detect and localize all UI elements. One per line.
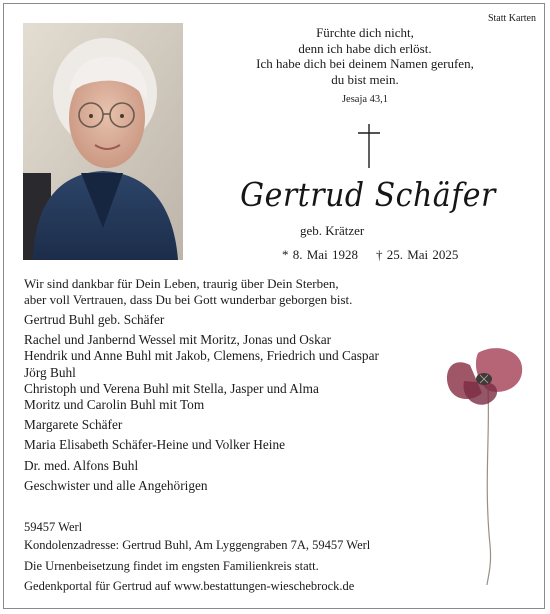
portrait-illustration: [23, 23, 183, 260]
thanks-line: Wir sind dankbar für Dein Leben, traurig über Dein Sterben,: [24, 276, 339, 291]
thanks-line: aber voll Vertrauen, dass Du bei Gott wunderbar geborgen bist.: [24, 292, 353, 307]
condolence-address: Kondolenzadresse: Gertrud Buhl, Am Lyggengraben 7A, 59457 Werl: [24, 538, 371, 552]
cross-icon: [356, 124, 382, 168]
mourner-entry: Margarete Schäfer: [24, 417, 123, 433]
bible-verse: [230, 25, 500, 108]
notice-footer: [24, 518, 370, 595]
mourner-entry: Maria Elisabeth Schäfer-Heine und Volker Heine: [24, 437, 286, 453]
burial-note: Die Urnenbeisetzung findet im engsten Familienkreis statt.: [24, 559, 319, 573]
deceased-name: Gertrud Schäfer: [240, 176, 496, 215]
memorial-portal: Gedenkportal für Gertrud auf www.bestattungen-wieschebrock.de: [24, 579, 355, 593]
birth-name: geb. Krätzer: [300, 223, 365, 238]
verse-line: du bist mein.: [331, 71, 399, 87]
mourner-entry: Geschwister und alle Angehörigen: [24, 477, 208, 493]
mourner-entry: Jörg Buhl: [24, 364, 76, 380]
verse-line: Ich habe dich bei deinem Namen gerufen,: [256, 56, 474, 71]
mourner-entry: Christoph und Verena Buhl mit Stella, Jasper und Alma: [24, 380, 319, 396]
place-line: 59457 Werl: [24, 520, 83, 534]
birth-date: * 8. Mai 1928: [282, 247, 358, 262]
mourner-entry: Gertrud Buhl geb. Schäfer: [24, 312, 165, 327]
mourners-list: [24, 312, 379, 494]
life-dates: [282, 247, 458, 263]
poppy-flower-icon: [440, 345, 530, 585]
death-date: † 25. Mai 2025: [375, 247, 459, 262]
thanks-text: [24, 276, 352, 308]
mourner-entry: Moritz und Carolin Buhl mit Tom: [24, 397, 205, 413]
verse-line: Fürchte dich nicht,: [316, 25, 414, 40]
mourner-entry: Dr. med. Alfons Buhl: [24, 457, 139, 473]
mourner-entry: Hendrik und Anne Buhl mit Jakob, Clemens, Friedrich und Caspar: [24, 348, 379, 364]
mourner-entry: Rachel und Janbernd Wessel mit Moritz, Jonas und Oskar: [24, 332, 332, 348]
verse-line: denn ich habe dich erlöst.: [298, 40, 432, 56]
portrait-photo: [23, 23, 183, 260]
statt-karten-label: Statt Karten: [487, 13, 536, 24]
verse-reference: Jesaja 43,1: [341, 94, 389, 105]
